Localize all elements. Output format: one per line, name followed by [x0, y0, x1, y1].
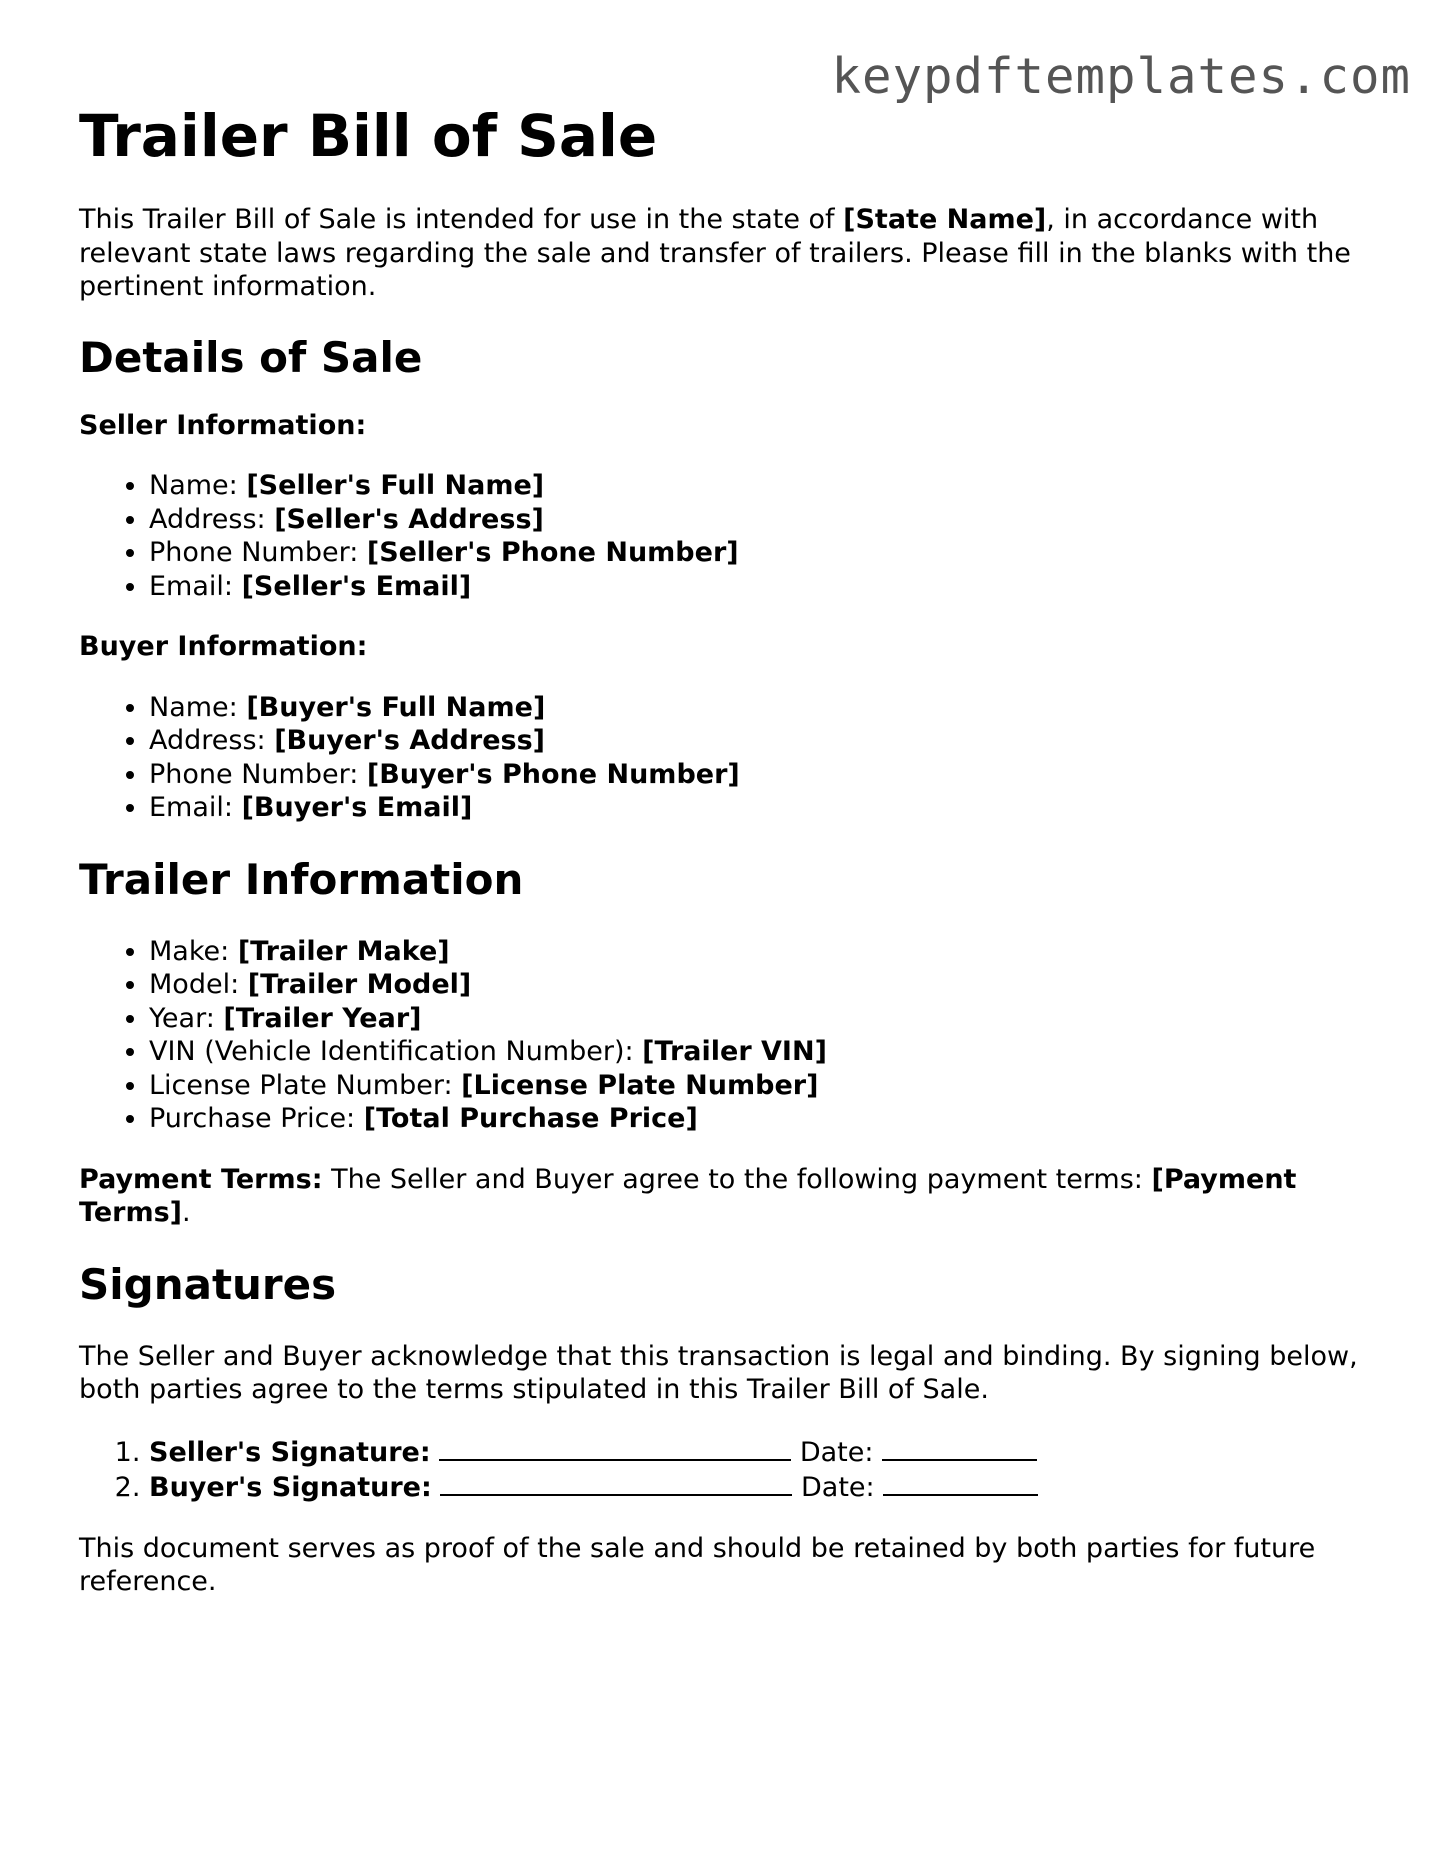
- payment-terms-text: The Seller and Buyer agree to the following payment terms:: [322, 1163, 1152, 1195]
- signatures-heading: Signatures: [79, 1259, 337, 1309]
- list-item: [149, 1002, 1369, 1036]
- details-heading: Details of Sale: [79, 332, 423, 382]
- item-label: Model:: [149, 969, 248, 1000]
- list-item: [149, 469, 1369, 503]
- item-label: Address:: [149, 503, 275, 535]
- list-item: [149, 536, 1369, 570]
- item-label: Email:: [149, 570, 242, 602]
- item-value: [Buyer's Email]: [241, 792, 473, 823]
- document-page: [79, 96, 1369, 1599]
- trailer-list: [79, 935, 1369, 1136]
- item-label: Make:: [149, 935, 238, 967]
- seller-heading-text: Seller Information:: [79, 409, 367, 441]
- item-label: Email:: [149, 792, 242, 823]
- item-label: Purchase Price:: [149, 1103, 364, 1134]
- item-label: Phone Number:: [149, 537, 367, 568]
- list-item: [149, 791, 1369, 825]
- buyer-heading-text: Buyer Information:: [79, 631, 368, 662]
- list-item: [149, 1069, 1369, 1103]
- seller-heading: [79, 409, 1369, 443]
- seller-signature-line[interactable]: [439, 1434, 791, 1461]
- signature-item-buyer: [149, 1469, 1369, 1505]
- item-label: Name:: [149, 691, 247, 723]
- signature-list: [79, 1434, 1369, 1505]
- item-label: Address:: [149, 725, 275, 756]
- item-label: Year:: [149, 1002, 224, 1034]
- trailer-heading: Trailer Information: [79, 854, 524, 904]
- item-value: [Seller's Full Name]: [246, 470, 545, 501]
- list-item: [149, 968, 1369, 1002]
- item-value: [Seller's Email]: [241, 570, 472, 602]
- watermark: keypdftemplates.com: [831, 48, 1411, 105]
- item-label: Phone Number:: [149, 758, 367, 790]
- intro-text-after: , in accordance with relevant state laws regarding the sale and transfer of trailers. Please fill in the blanks with the pertinent information.: [79, 204, 1351, 302]
- buyer-signature-label: Buyer's Signature:: [149, 1472, 432, 1503]
- list-item: [149, 691, 1369, 725]
- buyer-date-line[interactable]: [883, 1469, 1038, 1496]
- intro-paragraph: [79, 203, 1369, 304]
- item-value: [Trailer Year]: [223, 1002, 422, 1034]
- item-value: [Buyer's Full Name]: [246, 691, 546, 723]
- item-value: [Seller's Address]: [274, 503, 544, 535]
- item-label: License Plate Number:: [149, 1069, 462, 1101]
- seller-list: [79, 469, 1369, 603]
- list-item: [149, 724, 1369, 758]
- item-value: [Trailer Make]: [237, 935, 450, 967]
- item-value: [Total Purchase Price]: [363, 1103, 698, 1134]
- payment-terms-paragraph: [79, 1163, 1369, 1230]
- item-value: [License Plate Number]: [461, 1069, 819, 1101]
- buyer-heading: [79, 630, 1369, 664]
- seller-date-label: Date:: [799, 1436, 874, 1468]
- signatures-paragraph: The Seller and Buyer acknowledge that this transaction is legal and binding. By signing below, both parties agree to the terms stipulated in this Trailer Bill of Sale.: [79, 1340, 1358, 1405]
- list-item: [149, 758, 1369, 792]
- list-item: [149, 1035, 1369, 1069]
- item-value: [Buyer's Address]: [274, 725, 545, 756]
- item-value: [Seller's Phone Number]: [366, 537, 739, 568]
- payment-terms-end: .: [182, 1197, 191, 1228]
- document-title: Trailer Bill of Sale: [79, 102, 658, 170]
- item-value: [Trailer VIN]: [642, 1036, 827, 1067]
- item-value: [Buyer's Phone Number]: [366, 758, 740, 790]
- buyer-list: [79, 691, 1369, 825]
- payment-terms-label: Payment Terms:: [79, 1163, 323, 1195]
- seller-signature-label: Seller's Signature:: [149, 1436, 431, 1468]
- list-item: [149, 570, 1369, 604]
- state-name-field: [State Name]: [843, 204, 1047, 235]
- item-label: VIN (Vehicle Identification Number):: [149, 1036, 643, 1067]
- item-value: [Trailer Model]: [247, 969, 472, 1000]
- list-item: [149, 1102, 1369, 1136]
- intro-text-before: This Trailer Bill of Sale is intended for use in the state of: [79, 204, 844, 235]
- buyer-date-label: Date:: [800, 1472, 875, 1503]
- item-label: Name:: [149, 470, 247, 501]
- payment-terms-field: [Payment Terms]: [79, 1163, 1297, 1228]
- seller-date-line[interactable]: [882, 1434, 1037, 1461]
- buyer-signature-line[interactable]: [440, 1469, 792, 1496]
- list-item: [149, 503, 1369, 537]
- footer-paragraph: This document serves as proof of the sale and should be retained by both parties for future reference.: [79, 1532, 1316, 1597]
- list-item: [149, 935, 1369, 969]
- signature-item-seller: [149, 1434, 1369, 1470]
